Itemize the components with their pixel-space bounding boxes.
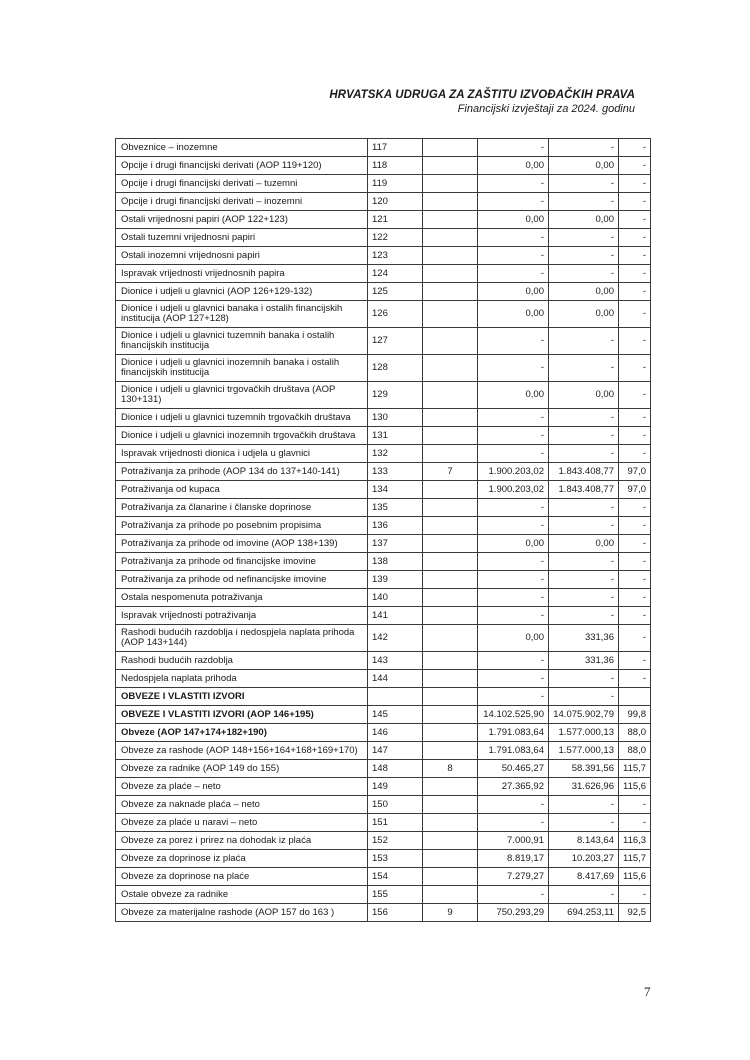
note-ref xyxy=(423,301,478,328)
value-previous-year: - xyxy=(478,355,549,382)
value-current-year: 0,00 xyxy=(549,211,619,229)
value-current-year: 8.417,69 xyxy=(549,868,619,886)
index-value: - xyxy=(619,796,651,814)
index-value: - xyxy=(619,139,651,157)
row-label: Potraživanja za prihode od financijske imovine xyxy=(116,553,368,571)
index-value: - xyxy=(619,886,651,904)
report-title: Financijski izvještaji za 2024. godinu xyxy=(457,103,635,115)
index-value: - xyxy=(619,265,651,283)
note-ref xyxy=(423,265,478,283)
value-previous-year: 750.293,29 xyxy=(478,904,549,922)
value-current-year: - xyxy=(549,499,619,517)
table-row xyxy=(116,247,651,265)
table-row xyxy=(116,175,651,193)
row-label: Obveze za radnike (AOP 149 do 155) xyxy=(116,760,368,778)
aop-code xyxy=(368,688,423,706)
note-ref xyxy=(423,670,478,688)
note-ref xyxy=(423,355,478,382)
aop-code: 143 xyxy=(368,652,423,670)
note-ref xyxy=(423,193,478,211)
aop-code: 145 xyxy=(368,706,423,724)
value-current-year: - xyxy=(549,139,619,157)
table-row xyxy=(116,193,651,211)
note-ref xyxy=(423,211,478,229)
index-value: 115,6 xyxy=(619,868,651,886)
value-current-year: 694.253,11 xyxy=(549,904,619,922)
page-number: 7 xyxy=(644,984,651,999)
value-previous-year: 1.791.083,64 xyxy=(478,724,549,742)
note-ref xyxy=(423,283,478,301)
table-row xyxy=(116,688,651,706)
value-previous-year: 1.791.083,64 xyxy=(478,742,549,760)
value-current-year: 0,00 xyxy=(549,283,619,301)
table-row xyxy=(116,229,651,247)
row-label: Obveze (AOP 147+174+182+190) xyxy=(116,724,368,742)
table-row xyxy=(116,814,651,832)
row-label: Obveze za porez i prirez na dohodak iz plaća xyxy=(116,832,368,850)
row-label: Dionice i udjeli u glavnici tuzemnih banaka i ostalih financijskih institucija xyxy=(116,328,368,355)
aop-code: 133 xyxy=(368,463,423,481)
note-ref xyxy=(423,652,478,670)
value-previous-year: - xyxy=(478,814,549,832)
value-previous-year: - xyxy=(478,139,549,157)
index-value: 97,0 xyxy=(619,481,651,499)
index-value: - xyxy=(619,283,651,301)
index-value: - xyxy=(619,445,651,463)
table-row xyxy=(116,499,651,517)
aop-code: 155 xyxy=(368,886,423,904)
table-row xyxy=(116,481,651,499)
value-previous-year: - xyxy=(478,265,549,283)
row-label: Ispravak vrijednosti potraživanja xyxy=(116,607,368,625)
aop-code: 131 xyxy=(368,427,423,445)
row-label: Obveze za materijalne rashode (AOP 157 do 163 ) xyxy=(116,904,368,922)
value-current-year: 58.391,56 xyxy=(549,760,619,778)
index-value: - xyxy=(619,409,651,427)
note-ref xyxy=(423,571,478,589)
value-previous-year: - xyxy=(478,229,549,247)
note-ref xyxy=(423,832,478,850)
value-current-year: - xyxy=(549,607,619,625)
table-row xyxy=(116,724,651,742)
value-previous-year: - xyxy=(478,427,549,445)
index-value: - xyxy=(619,553,651,571)
index-value: - xyxy=(619,571,651,589)
table-row xyxy=(116,607,651,625)
table-row xyxy=(116,571,651,589)
aop-code: 141 xyxy=(368,607,423,625)
row-label: Potraživanja za prihode od imovine (AOP 138+139) xyxy=(116,535,368,553)
value-current-year: 1.843.408,77 xyxy=(549,463,619,481)
table-row xyxy=(116,670,651,688)
aop-code: 142 xyxy=(368,625,423,652)
row-label: Opcije i drugi financijski derivati (AOP 119+120) xyxy=(116,157,368,175)
row-label: Dionice i udjeli u glavnici inozemnih trgovačkih društava xyxy=(116,427,368,445)
note-ref xyxy=(423,535,478,553)
table-row xyxy=(116,409,651,427)
value-previous-year: - xyxy=(478,670,549,688)
note-ref xyxy=(423,886,478,904)
row-label: Ostali vrijednosni papiri (AOP 122+123) xyxy=(116,211,368,229)
note-ref xyxy=(423,850,478,868)
row-label: Obveze za naknade plaća – neto xyxy=(116,796,368,814)
row-label: OBVEZE I VLASTITI IZVORI xyxy=(116,688,368,706)
note-ref xyxy=(423,778,478,796)
table-row xyxy=(116,760,651,778)
value-current-year: 8.143,64 xyxy=(549,832,619,850)
note-ref xyxy=(423,382,478,409)
value-previous-year: - xyxy=(478,499,549,517)
value-current-year: - xyxy=(549,409,619,427)
value-previous-year: 0,00 xyxy=(478,283,549,301)
index-value: - xyxy=(619,499,651,517)
value-previous-year: - xyxy=(478,247,549,265)
value-previous-year: 50.465,27 xyxy=(478,760,549,778)
row-label: Potraživanja za prihode od nefinancijske imovine xyxy=(116,571,368,589)
value-current-year: - xyxy=(549,427,619,445)
value-current-year: 0,00 xyxy=(549,301,619,328)
value-current-year: - xyxy=(549,175,619,193)
table-row xyxy=(116,742,651,760)
value-current-year: - xyxy=(549,571,619,589)
index-value: - xyxy=(619,175,651,193)
index-value: 115,6 xyxy=(619,778,651,796)
value-previous-year: - xyxy=(478,409,549,427)
aop-code: 139 xyxy=(368,571,423,589)
value-current-year: - xyxy=(549,886,619,904)
value-current-year: 0,00 xyxy=(549,382,619,409)
value-previous-year: 0,00 xyxy=(478,157,549,175)
index-value: 88,0 xyxy=(619,724,651,742)
row-label: Ostali inozemni vrijednosni papiri xyxy=(116,247,368,265)
index-value: 115,7 xyxy=(619,850,651,868)
value-previous-year: - xyxy=(478,553,549,571)
index-value: - xyxy=(619,535,651,553)
value-previous-year: 27.365,92 xyxy=(478,778,549,796)
note-ref: 9 xyxy=(423,904,478,922)
note-ref xyxy=(423,175,478,193)
value-previous-year: - xyxy=(478,796,549,814)
note-ref xyxy=(423,724,478,742)
note-ref xyxy=(423,139,478,157)
value-current-year: - xyxy=(549,193,619,211)
note-ref xyxy=(423,625,478,652)
value-current-year: - xyxy=(549,355,619,382)
aop-code: 154 xyxy=(368,868,423,886)
aop-code: 127 xyxy=(368,328,423,355)
aop-code: 121 xyxy=(368,211,423,229)
index-value: - xyxy=(619,625,651,652)
value-current-year: 10.203,27 xyxy=(549,850,619,868)
balance-sheet-rows xyxy=(116,139,651,922)
index-value: - xyxy=(619,517,651,535)
index-value: - xyxy=(619,328,651,355)
table-row xyxy=(116,382,651,409)
table-row xyxy=(116,157,651,175)
table-row xyxy=(116,139,651,157)
note-ref xyxy=(423,328,478,355)
note-ref xyxy=(423,742,478,760)
table-row xyxy=(116,886,651,904)
row-label: Obveze za rashode (AOP 148+156+164+168+169+170) xyxy=(116,742,368,760)
row-label: Potraživanja od kupaca xyxy=(116,481,368,499)
value-previous-year: - xyxy=(478,607,549,625)
value-previous-year: 8.819,17 xyxy=(478,850,549,868)
note-ref xyxy=(423,589,478,607)
row-label: Ispravak vrijednosti vrijednosnih papira xyxy=(116,265,368,283)
aop-code: 147 xyxy=(368,742,423,760)
value-current-year: - xyxy=(549,796,619,814)
index-value: - xyxy=(619,652,651,670)
row-label: Ostali tuzemni vrijednosni papiri xyxy=(116,229,368,247)
table-row xyxy=(116,355,651,382)
aop-code: 122 xyxy=(368,229,423,247)
aop-code: 140 xyxy=(368,589,423,607)
note-ref xyxy=(423,247,478,265)
value-current-year: - xyxy=(549,814,619,832)
value-previous-year: 0,00 xyxy=(478,211,549,229)
note-ref xyxy=(423,517,478,535)
note-ref xyxy=(423,553,478,571)
table-row xyxy=(116,652,651,670)
note-ref: 8 xyxy=(423,760,478,778)
aop-code: 150 xyxy=(368,796,423,814)
index-value: - xyxy=(619,355,651,382)
index-value: - xyxy=(619,382,651,409)
value-previous-year: 14.102.525,90 xyxy=(478,706,549,724)
note-ref xyxy=(423,481,478,499)
aop-code: 118 xyxy=(368,157,423,175)
index-value: - xyxy=(619,670,651,688)
note-ref xyxy=(423,499,478,517)
row-label: Potraživanja za prihode po posebnim propisima xyxy=(116,517,368,535)
value-previous-year: 1.900.203,02 xyxy=(478,481,549,499)
table-row xyxy=(116,463,651,481)
note-ref xyxy=(423,706,478,724)
value-previous-year: - xyxy=(478,571,549,589)
index-value: 92,5 xyxy=(619,904,651,922)
row-label: Obveznice – inozemne xyxy=(116,139,368,157)
value-current-year: 1.577.000,13 xyxy=(549,724,619,742)
value-current-year: - xyxy=(549,670,619,688)
aop-code: 119 xyxy=(368,175,423,193)
table-row xyxy=(116,328,651,355)
table-row xyxy=(116,427,651,445)
row-label: Opcije i drugi financijski derivati – inozemni xyxy=(116,193,368,211)
document-header xyxy=(329,89,635,115)
value-previous-year: 7.279,27 xyxy=(478,868,549,886)
value-current-year: 331,36 xyxy=(549,625,619,652)
row-label: Ispravak vrijednosti dionica i udjela u glavnici xyxy=(116,445,368,463)
value-previous-year: - xyxy=(478,175,549,193)
table-row xyxy=(116,535,651,553)
row-label: Dionice i udjeli u glavnici tuzemnih trgovačkih društava xyxy=(116,409,368,427)
table-row xyxy=(116,904,651,922)
note-ref xyxy=(423,688,478,706)
aop-code: 149 xyxy=(368,778,423,796)
table-row xyxy=(116,553,651,571)
index-value: 115,7 xyxy=(619,760,651,778)
index-value: 116,3 xyxy=(619,832,651,850)
value-current-year: 0,00 xyxy=(549,157,619,175)
value-current-year: 1.843.408,77 xyxy=(549,481,619,499)
row-label: Potraživanja za članarine i članske doprinose xyxy=(116,499,368,517)
value-previous-year: - xyxy=(478,886,549,904)
row-label: Obveze za doprinose iz plaća xyxy=(116,850,368,868)
value-current-year: 31.626,96 xyxy=(549,778,619,796)
table-row xyxy=(116,778,651,796)
table-row xyxy=(116,850,651,868)
aop-code: 138 xyxy=(368,553,423,571)
value-previous-year: - xyxy=(478,445,549,463)
index-value: 88,0 xyxy=(619,742,651,760)
index-value: - xyxy=(619,814,651,832)
index-value: - xyxy=(619,193,651,211)
table-row xyxy=(116,706,651,724)
aop-code: 132 xyxy=(368,445,423,463)
aop-code: 148 xyxy=(368,760,423,778)
index-value xyxy=(619,688,651,706)
value-current-year: - xyxy=(549,328,619,355)
row-label: Rashodi budućih razdoblja xyxy=(116,652,368,670)
note-ref xyxy=(423,229,478,247)
aop-code: 135 xyxy=(368,499,423,517)
table-row xyxy=(116,832,651,850)
table-row xyxy=(116,211,651,229)
table-row xyxy=(116,625,651,652)
index-value: - xyxy=(619,589,651,607)
row-label: Opcije i drugi financijski derivati – tuzemni xyxy=(116,175,368,193)
value-current-year: - xyxy=(549,688,619,706)
table-row xyxy=(116,868,651,886)
value-previous-year: - xyxy=(478,193,549,211)
note-ref xyxy=(423,427,478,445)
balance-sheet-table xyxy=(115,138,651,922)
aop-code: 146 xyxy=(368,724,423,742)
row-label: Obveze za plaće u naravi – neto xyxy=(116,814,368,832)
row-label: OBVEZE I VLASTITI IZVORI (AOP 146+195) xyxy=(116,706,368,724)
aop-code: 117 xyxy=(368,139,423,157)
row-label: Obveze za doprinose na plaće xyxy=(116,868,368,886)
note-ref xyxy=(423,814,478,832)
aop-code: 126 xyxy=(368,301,423,328)
index-value: 99,8 xyxy=(619,706,651,724)
value-previous-year: - xyxy=(478,589,549,607)
table-row xyxy=(116,301,651,328)
table-row xyxy=(116,265,651,283)
table-row xyxy=(116,796,651,814)
value-current-year: 0,00 xyxy=(549,535,619,553)
note-ref xyxy=(423,409,478,427)
value-previous-year: - xyxy=(478,688,549,706)
value-current-year: 14.075.902,79 xyxy=(549,706,619,724)
aop-code: 137 xyxy=(368,535,423,553)
row-label: Ostale obveze za radnike xyxy=(116,886,368,904)
aop-code: 129 xyxy=(368,382,423,409)
row-label: Dionice i udjeli u glavnici inozemnih banaka i ostalih financijskih institucija xyxy=(116,355,368,382)
row-label: Ostala nespomenuta potraživanja xyxy=(116,589,368,607)
value-current-year: - xyxy=(549,517,619,535)
aop-code: 134 xyxy=(368,481,423,499)
note-ref: 7 xyxy=(423,463,478,481)
value-previous-year: 0,00 xyxy=(478,301,549,328)
aop-code: 125 xyxy=(368,283,423,301)
note-ref xyxy=(423,445,478,463)
note-ref xyxy=(423,607,478,625)
note-ref xyxy=(423,868,478,886)
aop-code: 123 xyxy=(368,247,423,265)
aop-code: 130 xyxy=(368,409,423,427)
index-value: - xyxy=(619,301,651,328)
value-current-year: - xyxy=(549,229,619,247)
table-row xyxy=(116,589,651,607)
value-current-year: 1.577.000,13 xyxy=(549,742,619,760)
value-current-year: - xyxy=(549,553,619,571)
value-current-year: - xyxy=(549,265,619,283)
row-label: Rashodi budućih razdoblja i nedospjela naplata prihoda (AOP 143+144) xyxy=(116,625,368,652)
aop-code: 124 xyxy=(368,265,423,283)
index-value: - xyxy=(619,607,651,625)
table-row xyxy=(116,283,651,301)
organization-name: HRVATSKA UDRUGA ZA ZAŠTITU IZVOĐAČKIH PRAVA xyxy=(329,89,635,101)
note-ref xyxy=(423,796,478,814)
aop-code: 136 xyxy=(368,517,423,535)
aop-code: 152 xyxy=(368,832,423,850)
value-previous-year: - xyxy=(478,328,549,355)
aop-code: 153 xyxy=(368,850,423,868)
aop-code: 156 xyxy=(368,904,423,922)
aop-code: 128 xyxy=(368,355,423,382)
index-value: - xyxy=(619,229,651,247)
index-value: 97,0 xyxy=(619,463,651,481)
table-row xyxy=(116,517,651,535)
row-label: Dionice i udjeli u glavnici banaka i ostalih financijskih institucija (AOP 127+128) xyxy=(116,301,368,328)
index-value: - xyxy=(619,157,651,175)
aop-code: 144 xyxy=(368,670,423,688)
note-ref xyxy=(423,157,478,175)
row-label: Dionice i udjeli u glavnici trgovačkih društava (AOP 130+131) xyxy=(116,382,368,409)
row-label: Obveze za plaće – neto xyxy=(116,778,368,796)
row-label: Nedospjela naplata prihoda xyxy=(116,670,368,688)
value-previous-year: 0,00 xyxy=(478,625,549,652)
index-value: - xyxy=(619,247,651,265)
value-previous-year: 1.900.203,02 xyxy=(478,463,549,481)
value-previous-year: 0,00 xyxy=(478,382,549,409)
value-current-year: - xyxy=(549,445,619,463)
value-current-year: - xyxy=(549,247,619,265)
row-label: Potraživanja za prihode (AOP 134 do 137+140-141) xyxy=(116,463,368,481)
value-previous-year: - xyxy=(478,517,549,535)
value-previous-year: 7.000,91 xyxy=(478,832,549,850)
aop-code: 151 xyxy=(368,814,423,832)
value-previous-year: - xyxy=(478,652,549,670)
index-value: - xyxy=(619,427,651,445)
aop-code: 120 xyxy=(368,193,423,211)
table-row xyxy=(116,445,651,463)
value-current-year: - xyxy=(549,589,619,607)
row-label: Dionice i udjeli u glavnici (AOP 126+129-132) xyxy=(116,283,368,301)
value-previous-year: 0,00 xyxy=(478,535,549,553)
value-current-year: 331,36 xyxy=(549,652,619,670)
index-value: - xyxy=(619,211,651,229)
